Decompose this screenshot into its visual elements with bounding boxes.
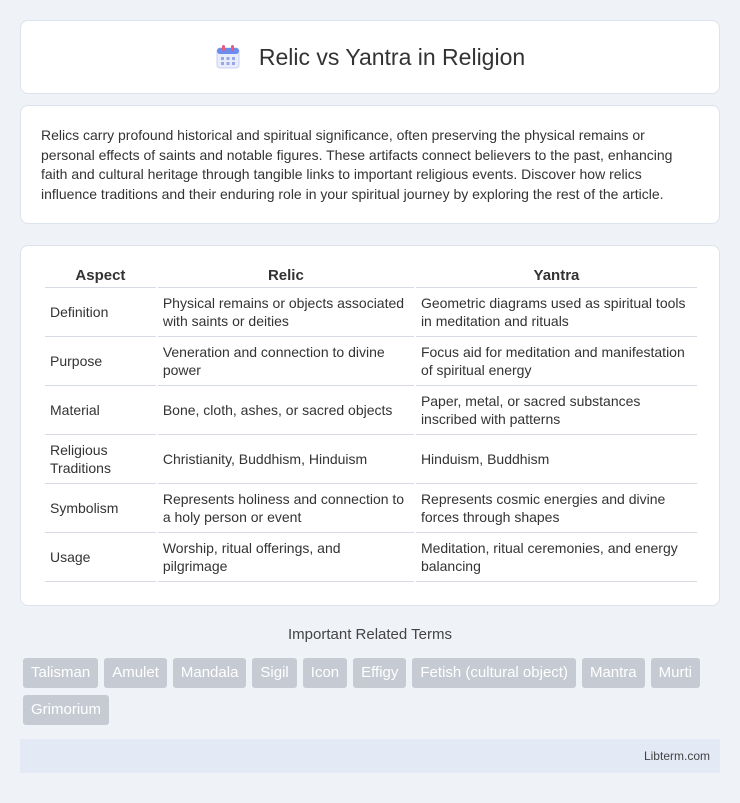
table-row [45,337,697,386]
related-term-tag[interactable]: Fetish (cultural object) [412,658,576,688]
title-card [20,20,720,94]
table-cell-yantra: Represents cosmic energies and divine forces through shapes [416,484,697,533]
table-cell-aspect: Usage [45,533,156,582]
table-row [45,386,697,435]
related-term-tag[interactable]: Murti [651,658,700,688]
intro-text: Relics carry profound historical and spiritual significance, often preserving the physical remains or personal effects of saints and notable figures. These artifacts connect believers to the past, enhancing faith and cultural heritage through tangible links to important religious events. Discover how relics influence traditions and their enduring role in your spiritual journey by exploring the rest of the article. [41,127,673,202]
related-term-tag[interactable]: Mantra [582,658,645,688]
table-row [45,435,697,484]
related-term-tag[interactable]: Mandala [173,658,247,688]
table-cell-relic: Worship, ritual offerings, and pilgrimage [158,533,414,582]
table-cell-aspect: Symbolism [45,484,156,533]
footer-site-link[interactable]: Libterm.com [643,749,710,763]
table-cell-aspect: Purpose [45,337,156,386]
related-term-tag[interactable]: Icon [303,658,347,688]
page-title: Relic vs Yantra in Religion [258,43,526,70]
table-row [45,533,697,582]
related-term-tag[interactable]: Sigil [252,658,296,688]
related-term-tag[interactable]: Amulet [104,658,167,688]
table-cell-yantra: Paper, metal, or sacred substances inscribed with patterns [416,386,697,435]
table-cell-yantra: Meditation, ritual ceremonies, and energy balancing [416,533,697,582]
related-term-tag[interactable]: Talisman [23,658,98,688]
table-row [45,288,697,337]
related-terms-list [23,658,723,725]
footer [20,739,720,773]
header-relic: Relic [158,266,414,288]
related-term-tag[interactable]: Grimorium [23,695,109,725]
table-cell-yantra: Focus aid for meditation and manifestation of spiritual energy [416,337,697,386]
table-cell-yantra: Hinduism, Buddhism [416,435,697,484]
header-aspect: Aspect [45,266,156,288]
table-cell-relic: Bone, cloth, ashes, or sacred objects [158,386,414,435]
related-terms-heading: Important Related Terms [288,626,452,643]
table-cell-relic: Veneration and connection to divine power [158,337,414,386]
comparison-table [43,266,699,582]
table-cell-relic: Represents holiness and connection to a holy person or event [158,484,414,533]
table-cell-aspect: Definition [45,288,156,337]
related-term-tag[interactable]: Effigy [353,658,406,688]
header-yantra: Yantra [416,266,697,288]
intro-card [20,105,720,224]
calendar-icon [215,44,241,70]
table-header-row [45,266,697,288]
comparison-table-card [20,245,720,606]
table-cell-yantra: Geometric diagrams used as spiritual tools in meditation and rituals [416,288,697,337]
table-cell-aspect: Material [45,386,156,435]
table-row [45,484,697,533]
table-cell-relic: Physical remains or objects associated with saints or deities [158,288,414,337]
table-cell-relic: Christianity, Buddhism, Hinduism [158,435,414,484]
table-cell-aspect: Religious Traditions [45,435,156,484]
